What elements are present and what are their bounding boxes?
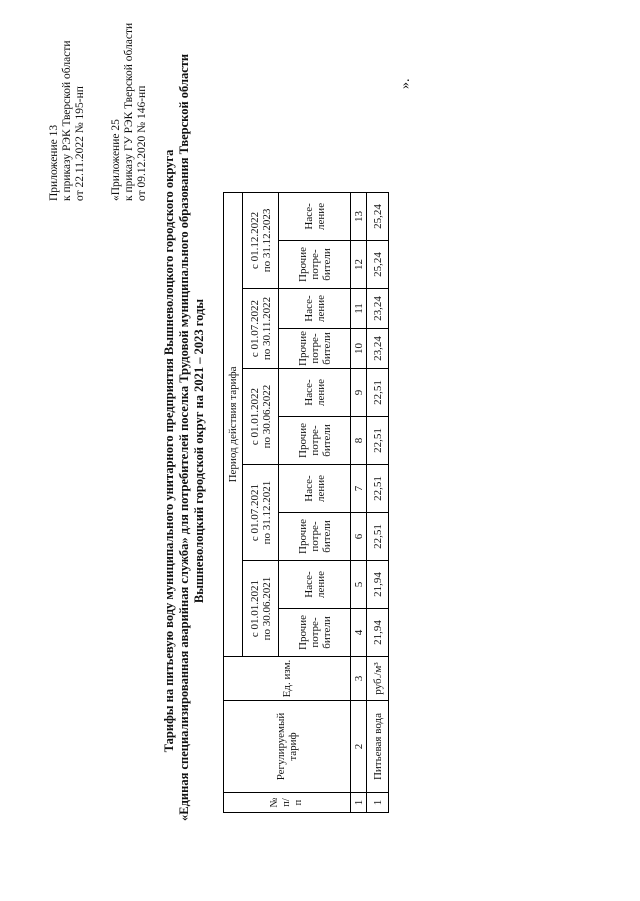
quoted-line-2: к приказу ГУ РЭК Тверской области (123, 22, 135, 201)
column-number: 3 (351, 657, 367, 701)
row-value: 23,24 (367, 289, 389, 329)
column-number: 9 (351, 369, 367, 417)
period-header-1: с 01.01.2021 по 30.06.2021 (243, 561, 279, 657)
appendix-line-3: от 22.11.2022 № 195-нп (74, 86, 86, 201)
subheader-other: Прочие потре- бители (279, 329, 351, 369)
subheader-other: Прочие потре- бители (279, 609, 351, 657)
subheader-other: Прочие потре- бители (279, 241, 351, 289)
period-header-5: с 01.12.2022 по 31.12.2023 (243, 192, 279, 288)
table-row (367, 192, 389, 812)
subheader-population: Насе- ление (279, 192, 351, 240)
subheader-other: Прочие потре- бители (279, 417, 351, 465)
row-value: 25,24 (367, 192, 389, 240)
column-number: 2 (351, 701, 367, 793)
quoted-appendix-header (110, 23, 149, 201)
column-number: 13 (351, 192, 367, 240)
column-number: 12 (351, 241, 367, 289)
title-line-1: Тарифы на питьевую воду муниципального унитарного предприятия Вышневолоцкого городского округа (162, 149, 176, 753)
row-value: 23,24 (367, 329, 389, 369)
appendix-line-2: к приказу РЭК Тверской области (61, 40, 73, 201)
closing-quote: ». (398, 78, 413, 89)
column-number: 4 (351, 609, 367, 657)
appendix-line-1: Приложение 13 (48, 124, 60, 201)
period-header-2: с 01.07.2021 по 31.12.2021 (243, 465, 279, 561)
row-value: 22,51 (367, 465, 389, 513)
title-line-2: «Единая специализированная аварийная служба» для потребителей поселка Трудовой муниципального образования Тверской области (177, 53, 191, 821)
row-unit: руб./м³ (367, 657, 389, 701)
column-number: 10 (351, 329, 367, 369)
subheader-population: Насе- ление (279, 369, 351, 417)
period-header-3: с 01.01.2022 по 30.06.2022 (243, 369, 279, 465)
appendix-header (48, 41, 87, 202)
subheader-other: Прочие потре- бители (279, 513, 351, 561)
row-value: 22,51 (367, 369, 389, 417)
row-number: 1 (367, 793, 389, 813)
col-header-unit: Ед. изм. (224, 657, 351, 701)
subheader-population: Насе- ление (279, 465, 351, 513)
column-number: 6 (351, 513, 367, 561)
row-tariff-name: Питьевая вода (367, 701, 389, 793)
period-header: Период действия тарифа (224, 192, 243, 656)
column-number: 8 (351, 417, 367, 465)
row-value: 21,94 (367, 561, 389, 609)
col-header-tariff: Регулируемый тариф (224, 701, 351, 793)
title-line-3: Вышневолоцкий городской округ на 2021 – 2023 годы (192, 298, 206, 604)
period-header-4: с 01.07.2022 по 30.11.2022 (243, 289, 279, 369)
quoted-line-3: от 09.12.2020 № 146-нп (136, 85, 148, 201)
column-number: 11 (351, 289, 367, 329)
column-number: 7 (351, 465, 367, 513)
tariff-table (223, 192, 389, 813)
column-number-row (351, 192, 367, 812)
subheader-population: Насе- ление (279, 561, 351, 609)
row-value: 21,94 (367, 609, 389, 657)
subheader-population: Насе- ление (279, 289, 351, 329)
quoted-line-1: «Приложение 25 (110, 119, 122, 201)
row-value: 25,24 (367, 241, 389, 289)
row-value: 22,51 (367, 513, 389, 561)
col-header-number: № п/ п (224, 793, 351, 813)
row-value: 22,51 (367, 417, 389, 465)
document-title (162, 53, 207, 821)
column-number: 5 (351, 561, 367, 609)
column-number: 1 (351, 793, 367, 813)
